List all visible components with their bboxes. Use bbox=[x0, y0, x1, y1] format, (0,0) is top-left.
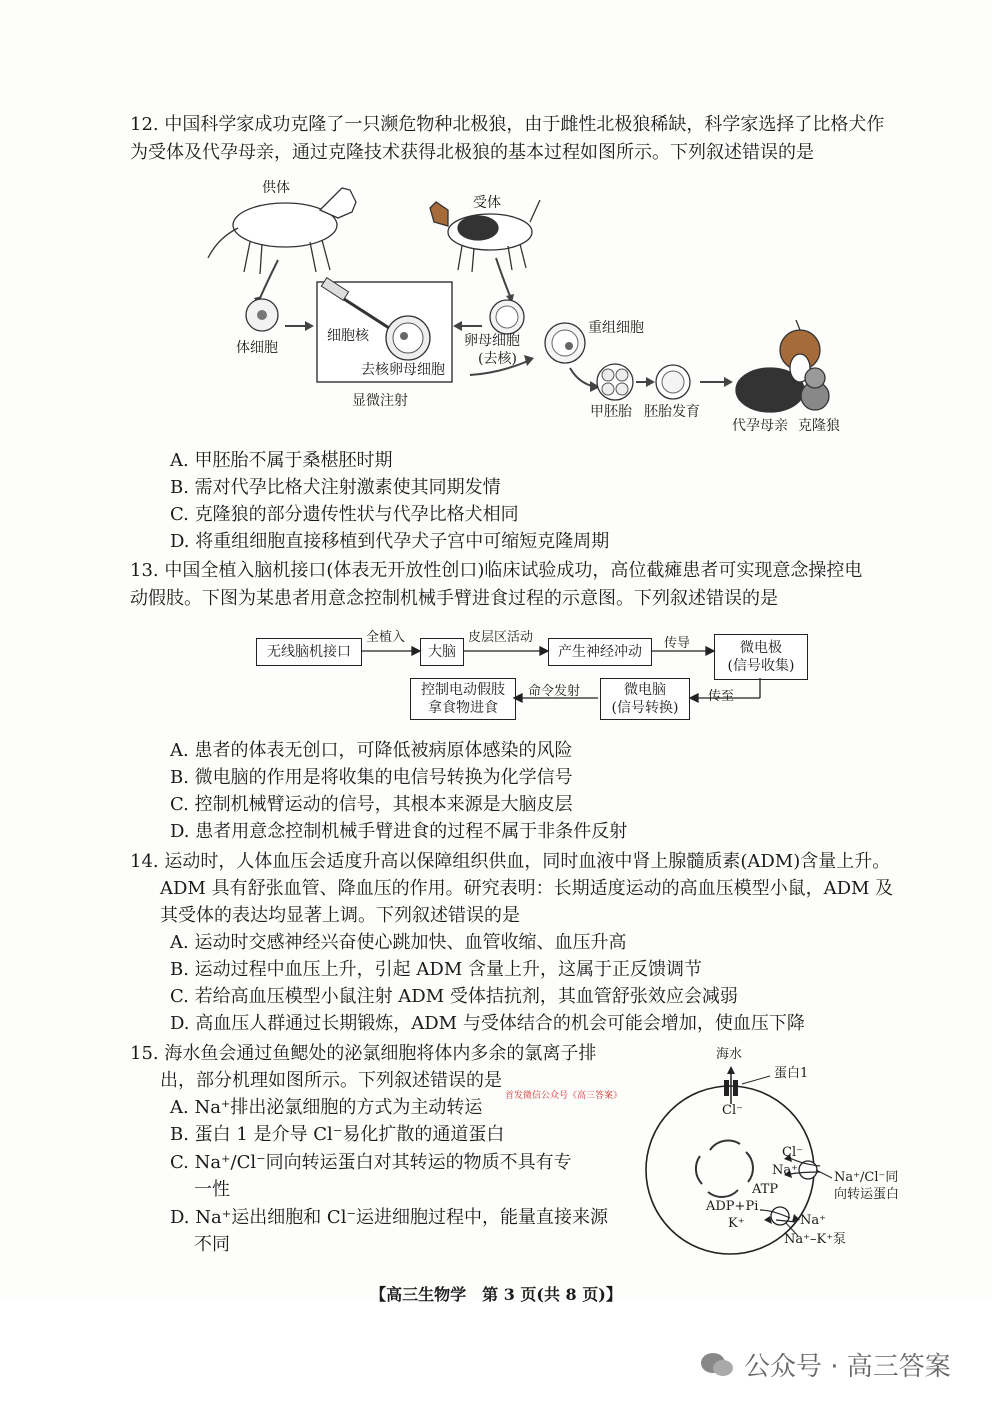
nucleus-label: 细胞核 bbox=[327, 328, 369, 344]
q12-option-a: A. 甲胚胎不属于桑椹胚时期 bbox=[170, 450, 393, 471]
embryo-development-label: 胚胎发育 bbox=[644, 404, 700, 420]
donor-label: 供体 bbox=[262, 180, 290, 196]
cotransporter-label-1: Na⁺/Cl⁻同 bbox=[834, 1170, 899, 1185]
microelectrode-line1: 微电极 bbox=[740, 640, 782, 656]
microinjection-label: 显微注射 bbox=[352, 393, 408, 409]
q14-option-d: D. 高血压人群通过长期锻炼，ADM 与受体结合的机会可能会增加，使血压下降 bbox=[170, 1013, 805, 1034]
q15-option-a: A. Na⁺排出泌氯细胞的方式为主动转运 bbox=[170, 1097, 483, 1118]
na-k-pump-label: Na⁺–K⁺泵 bbox=[784, 1232, 847, 1247]
q14-stem-line2: ADM 具有舒张血管、降血压的作用。研究表明：长期适度运动的高血压模型小鼠，ADM 及 bbox=[160, 878, 894, 899]
wechat-icon bbox=[700, 1351, 734, 1379]
prosthetic-line1: 控制电动假肢 bbox=[421, 682, 505, 698]
arrow-label-transmit: 传至 bbox=[708, 689, 735, 704]
arrow-label-cortex: 皮层区活动 bbox=[468, 630, 534, 645]
recipient-label: 受体 bbox=[473, 195, 501, 211]
flow-nerve-impulse: 产生神经冲动 bbox=[548, 638, 652, 666]
q15-option-b: B. 蛋白 1 是介导 Cl⁻易化扩散的通道蛋白 bbox=[170, 1124, 505, 1145]
arrow-label-implant: 全植入 bbox=[366, 630, 406, 645]
q12-option-d: D. 将重组细胞直接移植到代孕犬子宫中可缩短克隆周期 bbox=[170, 531, 610, 552]
enucleated-oocyte-label: 去核卵母细胞 bbox=[361, 362, 445, 378]
page-footer: 【高三生物学 第 3 页(共 8 页)】 bbox=[370, 1285, 622, 1304]
na-label-in: Na⁺ bbox=[772, 1163, 798, 1178]
prosthetic-line2: 拿食物进食 bbox=[428, 700, 498, 716]
arrow-label-command: 命令发射 bbox=[528, 684, 581, 699]
microelectrode-line2: (信号收集) bbox=[727, 658, 795, 674]
somatic-cell-label: 体细胞 bbox=[236, 340, 278, 356]
clone-wolf-label: 克隆狼 bbox=[798, 418, 840, 434]
cloning-diagram-svg bbox=[0, 170, 992, 470]
q15-stem-line2: 出，部分机理如图所示。下列叙述错误的是 bbox=[160, 1070, 502, 1091]
clone-wolf-icon bbox=[801, 368, 829, 410]
embryo-a-icon bbox=[597, 364, 633, 400]
cl-label-cotransporter: Cl⁻ bbox=[782, 1145, 803, 1160]
q13-option-d: D. 患者用意念控制机械手臂进食的过程不属于非条件反射 bbox=[170, 821, 628, 842]
watermark-text: 公众号 · 高三答案 bbox=[744, 1352, 951, 1382]
seawater-label: 海水 bbox=[716, 1047, 743, 1062]
k-label: K⁺ bbox=[728, 1216, 745, 1231]
oocyte-label: 卵母细胞 bbox=[464, 333, 520, 349]
flow-brain: 大脑 bbox=[420, 638, 464, 666]
channel-protein-1-icon bbox=[724, 1080, 729, 1096]
reconstructed-cell-label: 重组细胞 bbox=[588, 320, 644, 336]
embryo-a-label: 甲胚胎 bbox=[590, 404, 632, 420]
wechat-watermark bbox=[700, 1346, 951, 1383]
arrow-dog-to-oocyte bbox=[496, 258, 510, 296]
arrow-wolf-to-cell bbox=[260, 260, 278, 298]
q15-stem-line1: 15. 海水鱼会通过鱼鳃处的泌氯细胞将体内多余的氯离子排 bbox=[130, 1043, 597, 1064]
flow-wireless-bci: 无线脑机接口 bbox=[256, 638, 362, 666]
oocyte-note-label: (去核) bbox=[478, 351, 517, 367]
q14-option-b: B. 运动过程中血压上升，引起 ADM 含量上升，这属于正反馈调节 bbox=[170, 959, 702, 980]
small-watermark: 首发微信公众号《高三答案》 bbox=[505, 1091, 623, 1101]
q14-option-c: C. 若给高血压模型小鼠注射 ADM 受体拮抗剂，其血管舒张效应会减弱 bbox=[170, 986, 738, 1007]
q13-option-c: C. 控制机械臂运动的信号，其根本来源是大脑皮层 bbox=[170, 794, 573, 815]
na-label-out: Na⁺ bbox=[800, 1213, 826, 1228]
arrow-label-conduct: 传导 bbox=[664, 636, 691, 651]
q15-option-d-cont: 不同 bbox=[194, 1234, 230, 1255]
q12-option-c: C. 克隆狼的部分遗传性状与代孕比格犬相同 bbox=[170, 504, 519, 525]
arctic-wolf-icon bbox=[208, 188, 356, 274]
q13-option-a: A. 患者的体表无创口，可降低被病原体感染的风险 bbox=[170, 740, 573, 761]
q14-option-a: A. 运动时交感神经兴奋使心跳加快、血管收缩、血压升高 bbox=[170, 932, 627, 953]
q15-option-c: C. Na⁺/Cl⁻同向转运蛋白对其转运的物质不具有专 bbox=[170, 1152, 572, 1173]
q15-option-d: D. Na⁺运出细胞和 Cl⁻运进细胞过程中，能量直接来源 bbox=[170, 1207, 608, 1228]
microcomputer-line1: 微电脑 bbox=[624, 682, 666, 698]
q13-stem-line2: 动假肢。下图为某患者用意念控制机械手臂进食过程的示意图。下列叙述错误的是 bbox=[130, 588, 778, 609]
q14-stem-line3: 其受体的表达均显著上调。下列叙述错误的是 bbox=[160, 905, 520, 926]
adp-label: ADP+Pi bbox=[706, 1199, 759, 1214]
q14-stem-line1: 14. 运动时，人体血压会适度升高以保障组织供血，同时血液中肾上腺髓质素(ADM)含量上升。 bbox=[130, 851, 891, 872]
q13-stem-line1: 13. 中国全植入脑机接口(体表无开放性创口)临床试验成功，高位截瘫患者可实现意念操控电 bbox=[130, 560, 863, 581]
atp-label: ATP bbox=[752, 1182, 779, 1197]
cotransporter-label-2: 向转运蛋白 bbox=[834, 1187, 900, 1202]
q13-option-b: B. 微电脑的作用是将收集的电信号转换为化学信号 bbox=[170, 767, 573, 788]
q12-option-b: B. 需对代孕比格犬注射激素使其同期发情 bbox=[170, 477, 501, 498]
q15-option-c-cont: 一性 bbox=[194, 1179, 230, 1200]
q12-stem-line1: 12. 中国科学家成功克隆了一只濒危物种北极狼，由于雌性北极狼稀缺，科学家选择了比格犬作 bbox=[130, 114, 885, 135]
q12-stem-line2: 为受体及代孕母亲，通过克隆技术获得北极狼的基本过程如图所示。下列叙述错误的是 bbox=[130, 142, 814, 163]
surrogate-label: 代孕母亲 bbox=[732, 418, 788, 434]
microcomputer-line2: (信号转换) bbox=[611, 700, 679, 716]
cl-label-inside: Cl⁻ bbox=[722, 1103, 743, 1118]
protein1-label: 蛋白1 bbox=[774, 1066, 809, 1081]
